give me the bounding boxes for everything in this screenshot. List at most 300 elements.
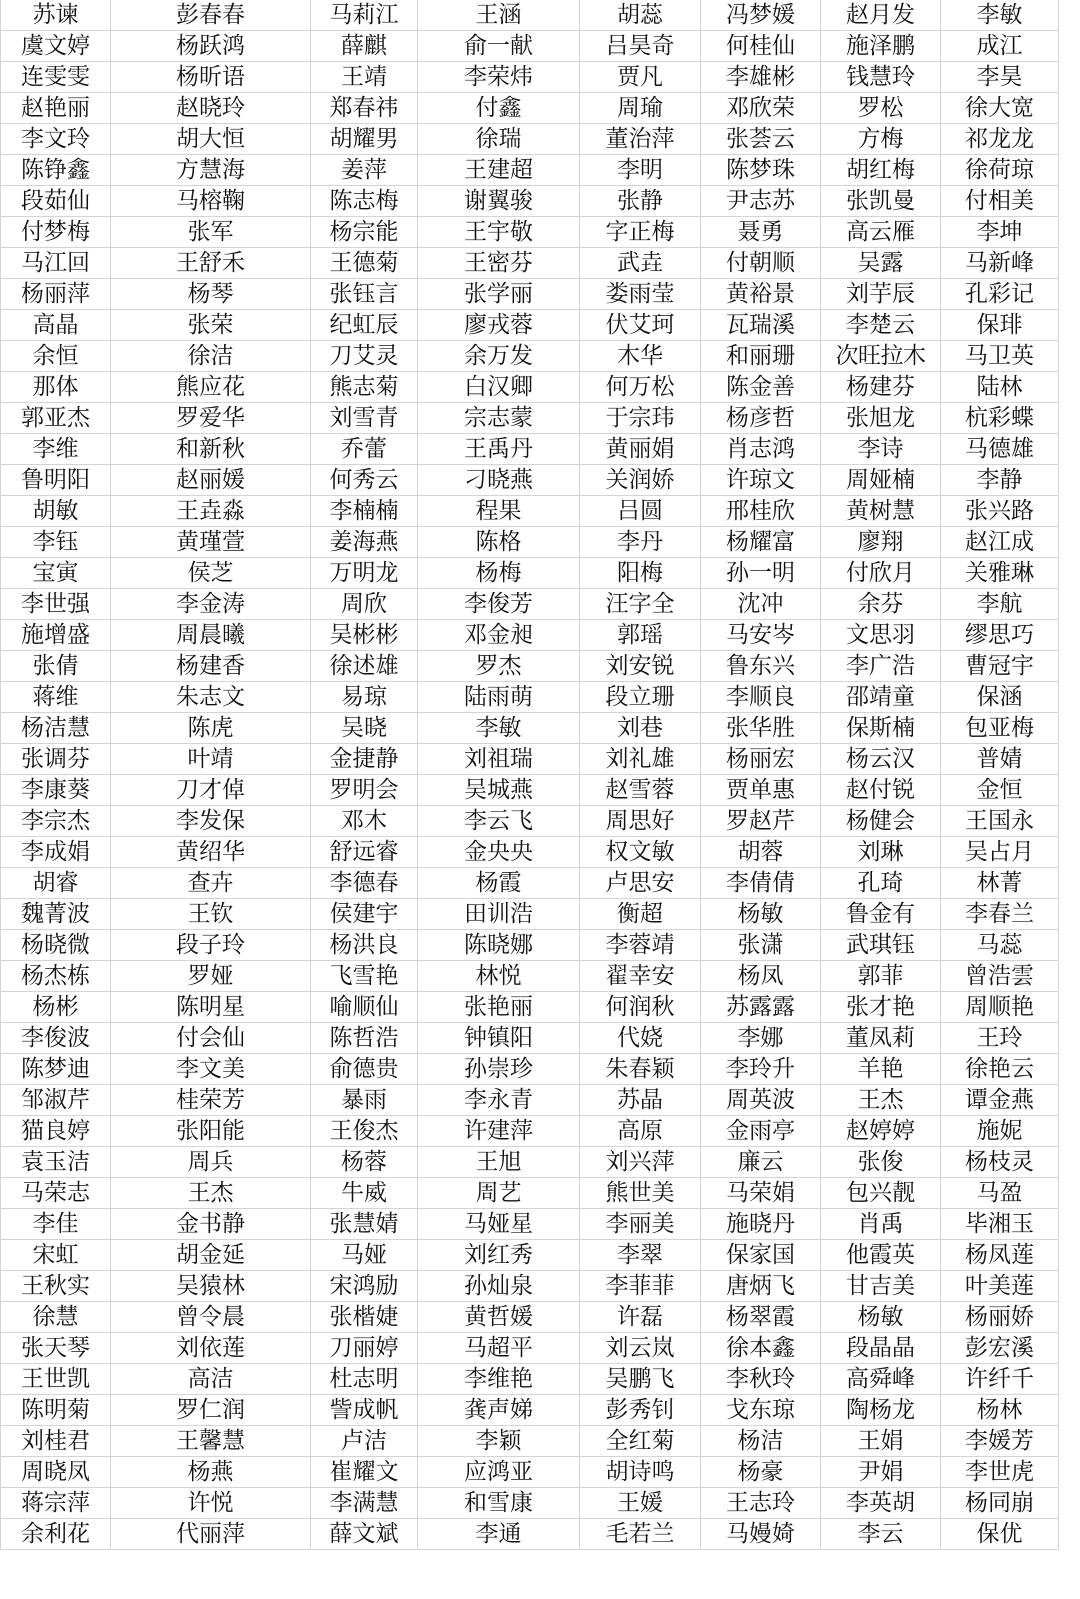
table-cell[interactable]: 邓金昶	[418, 620, 580, 651]
table-cell[interactable]: 李静	[941, 465, 1059, 496]
table-cell[interactable]: 王馨慧	[111, 1426, 311, 1457]
table-cell[interactable]: 鲁金有	[821, 899, 941, 930]
table-cell[interactable]: 马嫚婍	[701, 1519, 821, 1550]
table-cell[interactable]: 彭宏溪	[941, 1333, 1059, 1364]
table-cell[interactable]: 付鑫	[418, 93, 580, 124]
table-cell[interactable]: 徐荷琼	[941, 155, 1059, 186]
table-cell[interactable]: 羊艳	[821, 1054, 941, 1085]
table-cell[interactable]: 包兴靓	[821, 1178, 941, 1209]
table-cell[interactable]: 吴猿林	[111, 1271, 311, 1302]
table-cell[interactable]: 杨杰栋	[1, 961, 111, 992]
table-cell[interactable]: 陈哲浩	[311, 1023, 418, 1054]
table-cell[interactable]: 毛若兰	[580, 1519, 701, 1550]
table-cell[interactable]: 苏露露	[701, 992, 821, 1023]
table-cell[interactable]: 周欣	[311, 589, 418, 620]
table-cell[interactable]: 李康葵	[1, 775, 111, 806]
table-cell[interactable]: 易琼	[311, 682, 418, 713]
table-cell[interactable]: 冯梦媛	[701, 0, 821, 31]
table-cell[interactable]: 包亚梅	[941, 713, 1059, 744]
table-cell[interactable]: 何润秋	[580, 992, 701, 1023]
table-cell[interactable]: 李英胡	[821, 1488, 941, 1519]
table-cell[interactable]: 飞雪艳	[311, 961, 418, 992]
table-cell[interactable]: 刁晓燕	[418, 465, 580, 496]
table-cell[interactable]: 代丽萍	[111, 1519, 311, 1550]
table-cell[interactable]: 李玲升	[701, 1054, 821, 1085]
table-cell[interactable]: 朱春颖	[580, 1054, 701, 1085]
table-cell[interactable]: 成江	[941, 31, 1059, 62]
table-cell[interactable]: 王涵	[418, 0, 580, 31]
table-cell[interactable]: 熊志菊	[311, 372, 418, 403]
table-cell[interactable]: 杨洁	[701, 1426, 821, 1457]
table-cell[interactable]: 马盈	[941, 1178, 1059, 1209]
table-cell[interactable]: 胡金延	[111, 1240, 311, 1271]
table-cell[interactable]: 阳梅	[580, 558, 701, 589]
table-cell[interactable]: 段立珊	[580, 682, 701, 713]
table-cell[interactable]: 方慧海	[111, 155, 311, 186]
table-cell[interactable]: 李荣炜	[418, 62, 580, 93]
table-cell[interactable]: 刘礼雄	[580, 744, 701, 775]
table-cell[interactable]: 马蕊	[941, 930, 1059, 961]
table-cell[interactable]: 李蓉靖	[580, 930, 701, 961]
table-cell[interactable]: 付朝顺	[701, 248, 821, 279]
table-cell[interactable]: 廖戎蓉	[418, 310, 580, 341]
table-cell[interactable]: 赵雪蓉	[580, 775, 701, 806]
table-cell[interactable]: 赵月发	[821, 0, 941, 31]
table-cell[interactable]: 次旺拉木	[821, 341, 941, 372]
table-cell[interactable]: 杨洁慧	[1, 713, 111, 744]
table-cell[interactable]: 应鸿亚	[418, 1457, 580, 1488]
table-cell[interactable]: 赵付锐	[821, 775, 941, 806]
table-cell[interactable]: 余芬	[821, 589, 941, 620]
table-cell[interactable]: 胡蓉	[701, 837, 821, 868]
table-cell[interactable]: 肖禹	[821, 1209, 941, 1240]
table-cell[interactable]: 张荣	[111, 310, 311, 341]
table-cell[interactable]: 金捷静	[311, 744, 418, 775]
table-cell[interactable]: 李雄彬	[701, 62, 821, 93]
table-cell[interactable]: 祁龙龙	[941, 124, 1059, 155]
table-cell[interactable]: 黄裕景	[701, 279, 821, 310]
table-cell[interactable]: 程果	[418, 496, 580, 527]
table-cell[interactable]: 陈格	[418, 527, 580, 558]
table-cell[interactable]: 熊应花	[111, 372, 311, 403]
table-cell[interactable]: 郑春祎	[311, 93, 418, 124]
table-cell[interactable]: 桂荣芳	[111, 1085, 311, 1116]
table-cell[interactable]: 叶靖	[111, 744, 311, 775]
table-cell[interactable]: 姜萍	[311, 155, 418, 186]
table-cell[interactable]: 徐述雄	[311, 651, 418, 682]
table-cell[interactable]: 肖志鸿	[701, 434, 821, 465]
table-cell[interactable]: 刘兴萍	[580, 1147, 701, 1178]
table-cell[interactable]: 鲁东兴	[701, 651, 821, 682]
table-cell[interactable]: 刘安锐	[580, 651, 701, 682]
table-cell[interactable]: 马安岑	[701, 620, 821, 651]
table-cell[interactable]: 猫良婷	[1, 1116, 111, 1147]
table-cell[interactable]: 李维艳	[418, 1364, 580, 1395]
table-cell[interactable]: 俞一献	[418, 31, 580, 62]
table-cell[interactable]: 周艺	[418, 1178, 580, 1209]
table-cell[interactable]: 李坤	[941, 217, 1059, 248]
table-cell[interactable]: 陈志梅	[311, 186, 418, 217]
table-cell[interactable]: 杨丽萍	[1, 279, 111, 310]
table-cell[interactable]: 张荟云	[701, 124, 821, 155]
table-cell[interactable]: 张华胜	[701, 713, 821, 744]
table-cell[interactable]: 权文敏	[580, 837, 701, 868]
table-cell[interactable]: 杨云汉	[821, 744, 941, 775]
table-cell[interactable]: 纪虹辰	[311, 310, 418, 341]
table-cell[interactable]: 马荣娟	[701, 1178, 821, 1209]
table-cell[interactable]: 高云雁	[821, 217, 941, 248]
table-cell[interactable]: 周晨曦	[111, 620, 311, 651]
table-cell[interactable]: 俞德贵	[311, 1054, 418, 1085]
table-cell[interactable]: 徐洁	[111, 341, 311, 372]
table-cell[interactable]: 陈明星	[111, 992, 311, 1023]
table-cell[interactable]: 他霞英	[821, 1240, 941, 1271]
table-cell[interactable]: 杨洪良	[311, 930, 418, 961]
table-cell[interactable]: 尹娟	[821, 1457, 941, 1488]
table-cell[interactable]: 张潇	[701, 930, 821, 961]
table-cell[interactable]: 陶杨龙	[821, 1395, 941, 1426]
table-cell[interactable]: 李宗杰	[1, 806, 111, 837]
table-cell[interactable]: 许纤千	[941, 1364, 1059, 1395]
table-cell[interactable]: 杨耀富	[701, 527, 821, 558]
table-cell[interactable]: 喻顺仙	[311, 992, 418, 1023]
table-cell[interactable]: 杨晓微	[1, 930, 111, 961]
table-cell[interactable]: 李云飞	[418, 806, 580, 837]
table-cell[interactable]: 李永青	[418, 1085, 580, 1116]
table-cell[interactable]: 李秋玲	[701, 1364, 821, 1395]
table-cell[interactable]: 王钦	[111, 899, 311, 930]
table-cell[interactable]: 刘芋辰	[821, 279, 941, 310]
table-cell[interactable]: 保家国	[701, 1240, 821, 1271]
table-cell[interactable]: 王旭	[418, 1147, 580, 1178]
table-cell[interactable]: 孔琦	[821, 868, 941, 899]
table-cell[interactable]: 张艳丽	[418, 992, 580, 1023]
table-cell[interactable]: 杨燕	[111, 1457, 311, 1488]
table-cell[interactable]: 崔耀文	[311, 1457, 418, 1488]
table-cell[interactable]: 马超平	[418, 1333, 580, 1364]
table-cell[interactable]: 李维	[1, 434, 111, 465]
table-cell[interactable]: 罗松	[821, 93, 941, 124]
table-cell[interactable]: 尹志苏	[701, 186, 821, 217]
table-cell[interactable]: 周英波	[701, 1085, 821, 1116]
table-cell[interactable]: 李楠楠	[311, 496, 418, 527]
table-cell[interactable]: 施增盛	[1, 620, 111, 651]
table-cell[interactable]: 龚声娣	[418, 1395, 580, 1426]
table-cell[interactable]: 刀丽婷	[311, 1333, 418, 1364]
table-cell[interactable]: 王俊杰	[311, 1116, 418, 1147]
table-cell[interactable]: 曹冠宇	[941, 651, 1059, 682]
table-cell[interactable]: 连雯雯	[1, 62, 111, 93]
table-cell[interactable]: 叶美莲	[941, 1271, 1059, 1302]
table-cell[interactable]: 曾令晨	[111, 1302, 311, 1333]
table-cell[interactable]: 张调芬	[1, 744, 111, 775]
table-cell[interactable]: 许悦	[111, 1488, 311, 1519]
table-cell[interactable]: 吕昊奇	[580, 31, 701, 62]
table-cell[interactable]: 张旭龙	[821, 403, 941, 434]
table-cell[interactable]: 陆雨萌	[418, 682, 580, 713]
table-cell[interactable]: 彭秀钊	[580, 1395, 701, 1426]
table-cell[interactable]: 胡红梅	[821, 155, 941, 186]
table-cell[interactable]: 杨敏	[701, 899, 821, 930]
table-cell[interactable]: 徐大宽	[941, 93, 1059, 124]
table-cell[interactable]: 赵江成	[941, 527, 1059, 558]
table-cell[interactable]: 杨翠霞	[701, 1302, 821, 1333]
table-cell[interactable]: 邵靖童	[821, 682, 941, 713]
table-cell[interactable]: 杨健会	[821, 806, 941, 837]
table-cell[interactable]: 马新峰	[941, 248, 1059, 279]
table-cell[interactable]: 高洁	[111, 1364, 311, 1395]
table-cell[interactable]: 黄绍华	[111, 837, 311, 868]
table-cell[interactable]: 薛麒	[311, 31, 418, 62]
table-cell[interactable]: 杨昕语	[111, 62, 311, 93]
table-cell[interactable]: 罗杰	[418, 651, 580, 682]
table-cell[interactable]: 郭菲	[821, 961, 941, 992]
table-cell[interactable]: 吴彬彬	[311, 620, 418, 651]
table-cell[interactable]: 段子玲	[111, 930, 311, 961]
table-cell[interactable]: 马德雄	[941, 434, 1059, 465]
table-cell[interactable]: 罗爱华	[111, 403, 311, 434]
table-cell[interactable]: 周顺艳	[941, 992, 1059, 1023]
table-cell[interactable]: 和丽珊	[701, 341, 821, 372]
table-cell[interactable]: 周兵	[111, 1147, 311, 1178]
table-cell[interactable]: 张兴路	[941, 496, 1059, 527]
table-cell[interactable]: 董治萍	[580, 124, 701, 155]
table-cell[interactable]: 邓欣荣	[701, 93, 821, 124]
table-cell[interactable]: 罗娅	[111, 961, 311, 992]
table-cell[interactable]: 牛威	[311, 1178, 418, 1209]
table-cell[interactable]: 赵丽媛	[111, 465, 311, 496]
table-cell[interactable]: 王禹丹	[418, 434, 580, 465]
table-cell[interactable]: 孔彩记	[941, 279, 1059, 310]
table-cell[interactable]: 聂勇	[701, 217, 821, 248]
table-cell[interactable]: 白汉卿	[418, 372, 580, 403]
table-cell[interactable]: 李明	[580, 155, 701, 186]
table-cell[interactable]: 宋鸿励	[311, 1271, 418, 1302]
table-cell[interactable]: 高原	[580, 1116, 701, 1147]
table-cell[interactable]: 李颖	[418, 1426, 580, 1457]
table-cell[interactable]: 李丽美	[580, 1209, 701, 1240]
table-cell[interactable]: 杨同崩	[941, 1488, 1059, 1519]
table-cell[interactable]: 曾浩雲	[941, 961, 1059, 992]
table-cell[interactable]: 陈明菊	[1, 1395, 111, 1426]
table-cell[interactable]: 翟幸安	[580, 961, 701, 992]
table-cell[interactable]: 刘云岚	[580, 1333, 701, 1364]
table-cell[interactable]: 杨琴	[111, 279, 311, 310]
table-cell[interactable]: 李广浩	[821, 651, 941, 682]
table-cell[interactable]: 邓木	[311, 806, 418, 837]
table-cell[interactable]: 王宇敬	[418, 217, 580, 248]
table-cell[interactable]: 周瑜	[580, 93, 701, 124]
table-cell[interactable]: 熊世美	[580, 1178, 701, 1209]
table-cell[interactable]: 薛文斌	[311, 1519, 418, 1550]
table-cell[interactable]: 武垚	[580, 248, 701, 279]
table-cell[interactable]: 和雪康	[418, 1488, 580, 1519]
table-cell[interactable]: 张慧婧	[311, 1209, 418, 1240]
table-cell[interactable]: 杨凤莲	[941, 1240, 1059, 1271]
table-cell[interactable]: 高晶	[1, 310, 111, 341]
table-cell[interactable]: 李俊波	[1, 1023, 111, 1054]
table-cell[interactable]: 李世虎	[941, 1457, 1059, 1488]
table-cell[interactable]: 卢洁	[311, 1426, 418, 1457]
table-cell[interactable]: 付梦梅	[1, 217, 111, 248]
table-cell[interactable]: 刀艾灵	[311, 341, 418, 372]
table-cell[interactable]: 杨丽娇	[941, 1302, 1059, 1333]
table-cell[interactable]: 刘桂君	[1, 1426, 111, 1457]
table-cell[interactable]: 陆林	[941, 372, 1059, 403]
table-cell[interactable]: 李发保	[111, 806, 311, 837]
table-cell[interactable]: 姜海燕	[311, 527, 418, 558]
table-cell[interactable]: 宝寅	[1, 558, 111, 589]
table-cell[interactable]: 付欣月	[821, 558, 941, 589]
table-cell[interactable]: 木华	[580, 341, 701, 372]
table-cell[interactable]: 鲁明阳	[1, 465, 111, 496]
table-cell[interactable]: 李娜	[701, 1023, 821, 1054]
table-cell[interactable]: 周晓凤	[1, 1457, 111, 1488]
table-cell[interactable]: 魏菁波	[1, 899, 111, 930]
table-cell[interactable]: 许建萍	[418, 1116, 580, 1147]
table-cell[interactable]: 马娅星	[418, 1209, 580, 1240]
table-cell[interactable]: 马荣志	[1, 1178, 111, 1209]
table-cell[interactable]: 杨霞	[418, 868, 580, 899]
table-cell[interactable]: 陈金善	[701, 372, 821, 403]
table-cell[interactable]: 董凤莉	[821, 1023, 941, 1054]
table-cell[interactable]: 李航	[941, 589, 1059, 620]
table-cell[interactable]: 金雨亭	[701, 1116, 821, 1147]
table-cell[interactable]: 李钰	[1, 527, 111, 558]
table-cell[interactable]: 李楚云	[821, 310, 941, 341]
table-cell[interactable]: 黄丽娟	[580, 434, 701, 465]
table-cell[interactable]: 林菁	[941, 868, 1059, 899]
table-cell[interactable]: 张凯曼	[821, 186, 941, 217]
table-cell[interactable]: 李倩倩	[701, 868, 821, 899]
table-cell[interactable]: 金央央	[418, 837, 580, 868]
table-cell[interactable]: 王志玲	[701, 1488, 821, 1519]
table-cell[interactable]: 吴城燕	[418, 775, 580, 806]
table-cell[interactable]: 文思羽	[821, 620, 941, 651]
table-cell[interactable]: 邢桂欣	[701, 496, 821, 527]
table-cell[interactable]: 施晓丹	[701, 1209, 821, 1240]
table-cell[interactable]: 李媛芳	[941, 1426, 1059, 1457]
table-cell[interactable]: 杨彬	[1, 992, 111, 1023]
table-cell[interactable]: 李敏	[418, 713, 580, 744]
table-cell[interactable]: 保涵	[941, 682, 1059, 713]
table-cell[interactable]: 马莉江	[311, 0, 418, 31]
table-cell[interactable]: 杜志明	[311, 1364, 418, 1395]
table-cell[interactable]: 王建超	[418, 155, 580, 186]
table-cell[interactable]: 刘琳	[821, 837, 941, 868]
table-cell[interactable]: 陈铮鑫	[1, 155, 111, 186]
table-cell[interactable]: 赵艳丽	[1, 93, 111, 124]
table-cell[interactable]: 孙崇珍	[418, 1054, 580, 1085]
table-cell[interactable]: 金恒	[941, 775, 1059, 806]
table-cell[interactable]: 施妮	[941, 1116, 1059, 1147]
table-cell[interactable]: 普婧	[941, 744, 1059, 775]
table-cell[interactable]: 关润娇	[580, 465, 701, 496]
table-cell[interactable]: 杭彩蝶	[941, 403, 1059, 434]
table-cell[interactable]: 李佳	[1, 1209, 111, 1240]
table-cell[interactable]: 李满慧	[311, 1488, 418, 1519]
table-cell[interactable]: 胡睿	[1, 868, 111, 899]
table-cell[interactable]: 杨建芬	[821, 372, 941, 403]
table-cell[interactable]: 胡敏	[1, 496, 111, 527]
table-cell[interactable]: 杨梅	[418, 558, 580, 589]
table-cell[interactable]: 沈冲	[701, 589, 821, 620]
table-cell[interactable]: 李成娟	[1, 837, 111, 868]
table-cell[interactable]: 胡大恒	[111, 124, 311, 155]
table-cell[interactable]: 李顺良	[701, 682, 821, 713]
table-cell[interactable]: 王国永	[941, 806, 1059, 837]
table-cell[interactable]: 许琼文	[701, 465, 821, 496]
table-cell[interactable]: 徐瑞	[418, 124, 580, 155]
table-cell[interactable]: 张楷婕	[311, 1302, 418, 1333]
table-cell[interactable]: 黄哲媛	[418, 1302, 580, 1333]
table-cell[interactable]: 侯建宇	[311, 899, 418, 930]
table-cell[interactable]: 高舜峰	[821, 1364, 941, 1395]
table-cell[interactable]: 李文美	[111, 1054, 311, 1085]
table-cell[interactable]: 谭金燕	[941, 1085, 1059, 1116]
table-cell[interactable]: 李俊芳	[418, 589, 580, 620]
table-cell[interactable]: 周思好	[580, 806, 701, 837]
table-cell[interactable]: 金书静	[111, 1209, 311, 1240]
table-cell[interactable]: 杨凤	[701, 961, 821, 992]
table-cell[interactable]: 苏谏	[1, 0, 111, 31]
table-cell[interactable]: 杨彦哲	[701, 403, 821, 434]
table-cell[interactable]: 陈晓娜	[418, 930, 580, 961]
table-cell[interactable]: 于宗玮	[580, 403, 701, 434]
table-cell[interactable]: 林悦	[418, 961, 580, 992]
table-cell[interactable]: 李诗	[821, 434, 941, 465]
table-cell[interactable]: 付会仙	[111, 1023, 311, 1054]
table-cell[interactable]: 张天琴	[1, 1333, 111, 1364]
table-cell[interactable]: 伏艾珂	[580, 310, 701, 341]
table-cell[interactable]: 郭亚杰	[1, 403, 111, 434]
table-cell[interactable]: 全红菊	[580, 1426, 701, 1457]
table-cell[interactable]: 徐艳云	[941, 1054, 1059, 1085]
table-cell[interactable]: 刘祖瑞	[418, 744, 580, 775]
table-cell[interactable]: 唐炳飞	[701, 1271, 821, 1302]
table-cell[interactable]: 王垚淼	[111, 496, 311, 527]
table-cell[interactable]: 缪思巧	[941, 620, 1059, 651]
table-cell[interactable]: 刘巷	[580, 713, 701, 744]
table-cell[interactable]: 王靖	[311, 62, 418, 93]
table-cell[interactable]: 马榕鞠	[111, 186, 311, 217]
table-cell[interactable]: 刘红秀	[418, 1240, 580, 1271]
table-cell[interactable]: 代娆	[580, 1023, 701, 1054]
table-cell[interactable]: 保琲	[941, 310, 1059, 341]
table-cell[interactable]: 黄树慧	[821, 496, 941, 527]
table-cell[interactable]: 娄雨莹	[580, 279, 701, 310]
table-cell[interactable]: 田训浩	[418, 899, 580, 930]
table-cell[interactable]: 舒远睿	[311, 837, 418, 868]
table-cell[interactable]: 訾成帆	[311, 1395, 418, 1426]
table-cell[interactable]: 段茹仙	[1, 186, 111, 217]
table-cell[interactable]: 王世凯	[1, 1364, 111, 1395]
table-cell[interactable]: 朱志文	[111, 682, 311, 713]
table-cell[interactable]: 李丹	[580, 527, 701, 558]
table-cell[interactable]: 王杰	[821, 1085, 941, 1116]
table-cell[interactable]: 李云	[821, 1519, 941, 1550]
table-cell[interactable]: 彭春春	[111, 0, 311, 31]
table-cell[interactable]: 孙一明	[701, 558, 821, 589]
table-cell[interactable]: 刘依莲	[111, 1333, 311, 1364]
table-cell[interactable]: 王杰	[111, 1178, 311, 1209]
table-cell[interactable]: 吴占月	[941, 837, 1059, 868]
table-cell[interactable]: 徐本鑫	[701, 1333, 821, 1364]
table-cell[interactable]: 马卫英	[941, 341, 1059, 372]
table-cell[interactable]: 吴鹏飞	[580, 1364, 701, 1395]
table-cell[interactable]: 胡蕊	[580, 0, 701, 31]
table-cell[interactable]: 廖翔	[821, 527, 941, 558]
